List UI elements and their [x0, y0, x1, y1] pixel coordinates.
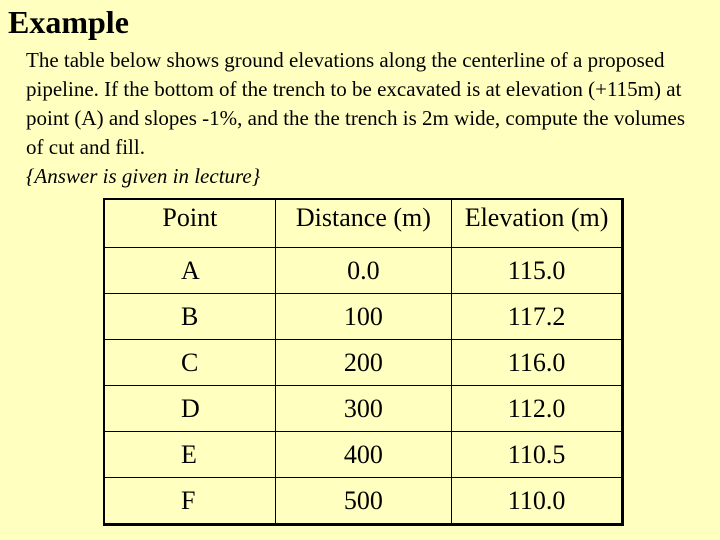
elevation-table	[103, 198, 624, 526]
header-point: Point	[104, 199, 275, 248]
table-row	[104, 248, 623, 294]
table-row	[104, 340, 623, 386]
table-row	[104, 386, 623, 432]
cell-point: B	[104, 294, 275, 340]
slide-title: Example	[8, 4, 129, 40]
cell-point: C	[104, 340, 275, 386]
cell-point: E	[104, 432, 275, 478]
cell-distance: 200	[275, 340, 451, 386]
table-row	[104, 294, 623, 340]
cell-distance: 100	[275, 294, 451, 340]
cell-distance: 0.0	[275, 248, 451, 294]
header-distance: Distance (m)	[275, 199, 451, 248]
cell-elevation: 116.0	[452, 340, 623, 386]
table-header-row	[104, 199, 623, 248]
cell-elevation: 112.0	[452, 386, 623, 432]
cell-point: F	[104, 478, 275, 525]
cell-distance: 300	[275, 386, 451, 432]
header-elevation: Elevation (m)	[452, 199, 623, 248]
cell-elevation: 115.0	[452, 248, 623, 294]
cell-elevation: 110.0	[452, 478, 623, 525]
cell-elevation: 117.2	[452, 294, 623, 340]
table-row	[104, 478, 623, 525]
cell-point: D	[104, 386, 275, 432]
cell-distance: 400	[275, 432, 451, 478]
cell-point: A	[104, 248, 275, 294]
table-row	[104, 432, 623, 478]
cell-elevation: 110.5	[452, 432, 623, 478]
problem-statement	[26, 46, 706, 191]
cell-distance: 500	[275, 478, 451, 525]
answer-note: {Answer is given in lecture}	[26, 164, 261, 188]
problem-text: The table below shows ground elevations along the centerline of a proposed pipeline. If the bottom of the trench to be excavated is at elevation (+115m) at point (A) and slopes -1%, and the the trench is 2m wide, compute the volumes of cut and fill.	[26, 48, 686, 159]
